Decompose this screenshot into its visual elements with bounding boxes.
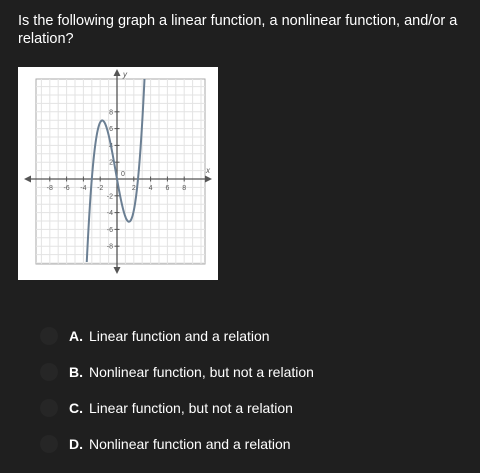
y-tick-label: -8 [106,243,113,251]
x-tick-label: 2 [131,185,136,192]
x-tick-label: -6 [63,185,70,192]
option-a-radio[interactable] [40,327,58,345]
y-tick-label: 2 [109,159,113,167]
option-c[interactable] [40,390,314,426]
y-axis-arrow-down [114,267,121,274]
option-d-radio[interactable] [40,435,58,453]
graph-svg [18,67,218,280]
y-tick-label: 6 [109,126,113,134]
answer-options [40,318,314,462]
option-b[interactable] [40,354,314,390]
y-tick-label: -6 [106,226,113,234]
option-c-radio[interactable] [40,399,58,417]
option-d[interactable] [40,426,314,462]
y-tick-label: 8 [109,109,113,117]
option-c-label: Linear function, but not a relation [89,400,293,416]
x-tick-label: 4 [148,185,153,192]
y-tick-label: -4 [106,210,113,218]
option-a[interactable] [40,318,314,354]
option-b-label: Nonlinear function, but not a relation [89,364,314,380]
x-tick-label: -8 [46,185,53,192]
x-tick-label: -4 [80,185,87,192]
option-d-letter: D. [69,436,83,452]
option-a-label: Linear function and a relation [89,328,270,344]
y-axis-label: y [123,70,127,79]
y-tick-label: 4 [109,142,113,150]
origin-label: 0 [121,171,125,178]
x-tick-label: -2 [97,185,104,192]
x-axis-label: x [206,166,210,175]
x-tick-label: 6 [165,185,170,192]
option-a-letter: A. [69,328,83,344]
y-axis-arrow-up [114,69,121,76]
x-axis-arrow-right [205,176,212,183]
x-tick-label: 8 [182,185,187,192]
option-b-letter: B. [69,364,83,380]
option-b-radio[interactable] [40,363,58,381]
question-text: Is the following graph a linear function, a nonlinear function, and/or a relation? [18,13,458,47]
graph-image [18,67,218,280]
y-tick-label: -2 [106,193,113,201]
option-c-letter: C. [69,400,83,416]
x-axis-arrow-left [24,176,31,183]
option-d-label: Nonlinear function and a relation [89,436,291,452]
